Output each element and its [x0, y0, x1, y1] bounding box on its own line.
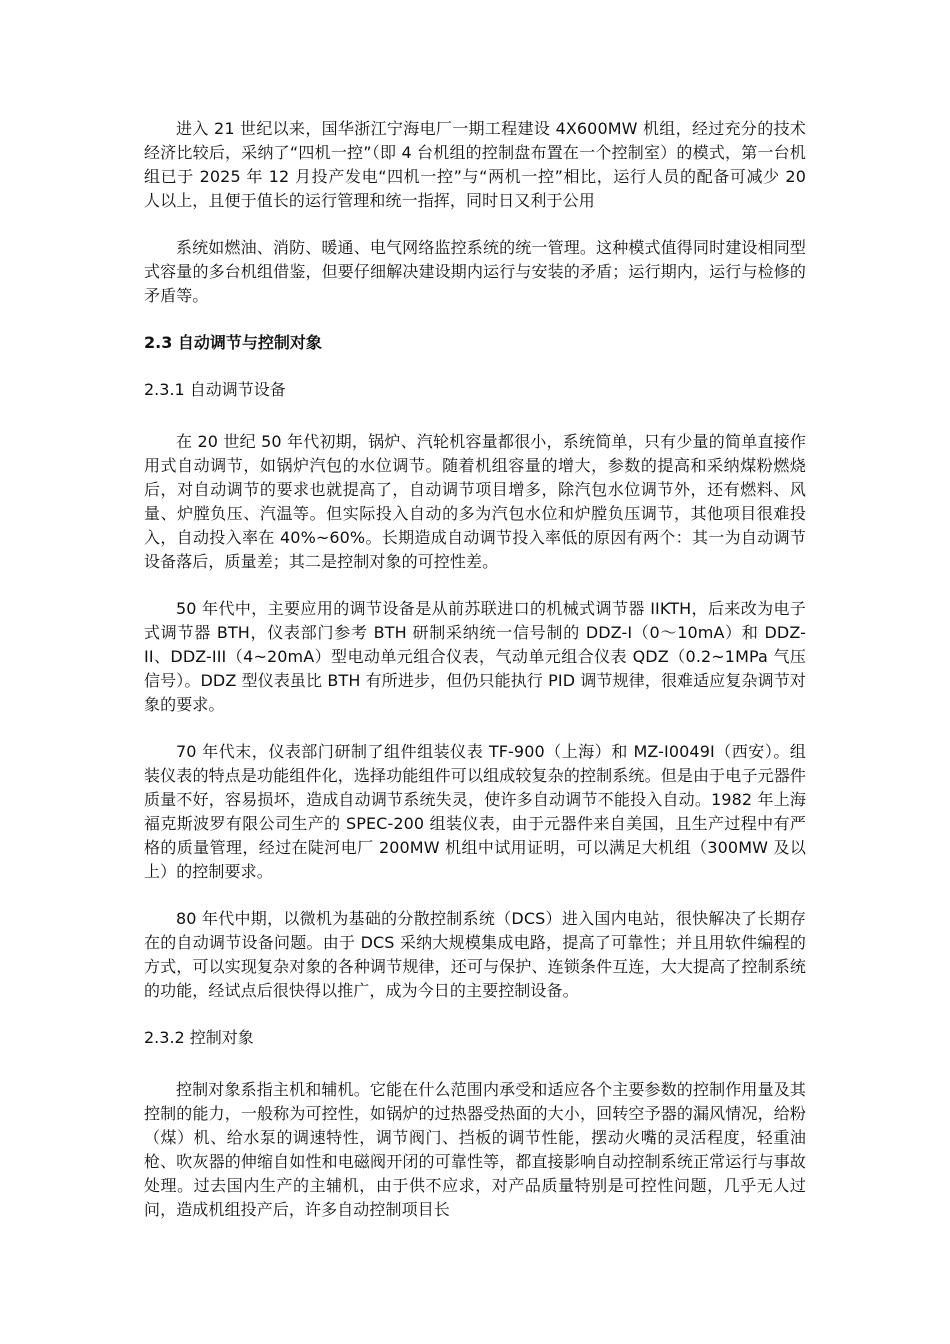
- subsection-heading-2-3-2: 2.3.2 控制对象: [144, 1028, 254, 1047]
- document-page: [144, 117, 806, 1245]
- paragraph-control-objects: 控制对象系指主机和辅机。它能在什么范围内承受和适应各个主要参数的控制作用量及其控制的能力，一般称为可控性，如锅炉的过热器受热面的大小，回转空予器的漏风情况，给粉（煤）机、给水泵的调速特性，调节阀门、挡板的调节性能，摆动火嘴的灵活程度，轻重油枪、吹灰器的伸缩自如性和电磁阀开闭的可靠性等，都直接影响自动控制系统正常运行与事故处理。过去国内生产的主辅机，由于供不应求，对产品质量特别是可控性问题，几乎无人过问，造成机组投产后，许多自动控制项目长: [144, 1080, 806, 1219]
- paragraph-unified-management: 系统如燃油、消防、暖通、电气网络监控系统的统一管理。这种模式值得同时建设相同型式容量的多台机组借鉴，但要仔细解决建设期内运行与安装的矛盾；运行期内，运行与检修的矛盾等。: [144, 238, 806, 305]
- subsection-heading-2-3-1: 2.3.1 自动调节设备: [144, 380, 286, 399]
- paragraph-four-units-one-control: 进入 21 世纪以来，国华浙江宁海电厂一期工程建设 4X600MW 机组，经过充分的技术经济比较后，采纳了“四机一控”（即 4 台机组的控制盘布置在一个控制室）的模式，第一台机组已于 2025 年 12 月投产发电“四机一控”与“两机一控”相比，运行人员的配备可减少 20 人以上，且便于值长的运行管理和统一指挥，同时日又利于公用: [144, 119, 806, 210]
- paragraph-regulator-devices: 50 年代中，主要应用的调节设备是从前苏联进口的机械式调节器 IIKTH，后来改为电子式调节器 BTH，仪表部门参考 BTH 研制采纳统一信号制的 DDZ-I（0～10mA）和 DDZ-II、DDZ-III（4~20mA）型电动单元组合仪表，气动单元组合仪表 QDZ（0.2~1MPa 气压信号）。DDZ 型仪表虽比 BTH 有所进步，但仍只能执行 PID 调节规律，很难适应复杂调节对象的要求。: [144, 599, 806, 714]
- paragraph-dcs: 80 年代中期，以微机为基础的分散控制系统（DCS）进入国内电站，很快解决了长期存在的自动调节设备问题。由于 DCS 采纳大规模集成电路，提高了可靠性；并且用软件编程的方式，可以实现复杂对象的各种调节规律，还可与保护、连锁条件互连，大大提高了控制系统的功能，经试点后很快得以推广，成为今日的主要控制设备。: [144, 909, 806, 1000]
- paragraph-1950s-regulation: 在 20 世纪 50 年代初期，锅炉、汽轮机容量都很小，系统简单，只有少量的简单直接作用式自动调节，如锅炉汽包的水位调节。随着机组容量的增大，参数的提高和采纳煤粉燃烧后，对自动调节的要求也就提高了，自动调节项目增多，除汽包水位调节外，还有燃料、风量、炉膛负压、汽温等。但实际投入自动的多为汽包水位和炉膛负压调节，其他项目很难投入，自动投入率在 40%~60%。长期造成自动调节投入率低的原因有两个：其一为自动调节设备落后，质量差；其二是控制对象的可控性差。: [144, 432, 806, 571]
- paragraph-1970s-assembled-instruments: 70 年代末，仪表部门研制了组件组装仪表 TF-900（上海）和 MZ-I0049I（西安）。组装仪表的特点是功能组件化，选择功能组件可以组成较复杂的控制系统。但是由于电子元器件质量不好，容易损坏，造成自动调节系统失灵，使许多自动调节不能投入自动。1982 年上海福克斯波罗有限公司生产的 SPEC-200 组装仪表，由于元器件来自美国，且生产过程中有严格的质量管理，经过在陡河电厂 200MW 机组中试用证明，可以满足大机组（300MW 及以上）的控制要求。: [144, 742, 806, 881]
- section-heading-2-3: 2.3 自动调节与控制对象: [144, 333, 322, 352]
